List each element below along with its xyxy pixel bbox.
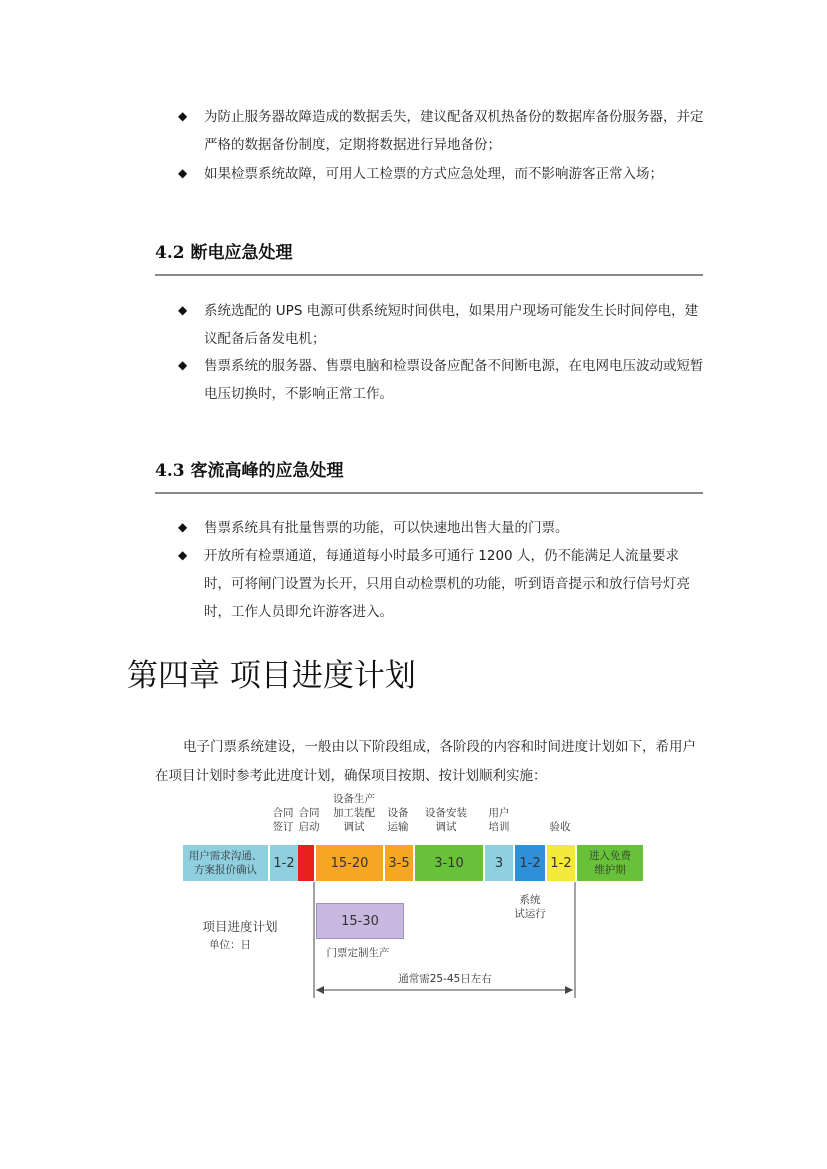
- section-heading: 4.2 断电应急处理: [155, 243, 293, 263]
- timeline-segment: 3-10: [415, 845, 483, 881]
- phase-label: 设备生产 加工装配 调试: [333, 793, 375, 833]
- chapter-title: 第四章 项目进度计划: [127, 658, 416, 694]
- bullet-text: 售票系统的服务器、售票电脑和检票设备应配备不间断电源，在电网电压波动或短暂电压切换时，不影响正常工作。: [204, 358, 704, 402]
- bullet-icon: ◆: [178, 358, 188, 372]
- phase-label: 验收: [549, 821, 571, 833]
- plan-unit: 单位：日: [209, 939, 251, 951]
- timeline-segment: 15-20: [316, 845, 383, 881]
- timeline-segment: 3: [485, 845, 513, 881]
- timeline-segment: 1-2: [270, 845, 298, 881]
- timeline-segment: 用户需求沟通、 方案报价确认: [183, 845, 268, 881]
- chapter-intro: 电子门票系统建设，一般由以下阶段组成，各阶段的内容和时间进度计划如下，希用户在项目计划时参考此进度计划，确保项目按期、按计划顺利实施：: [155, 739, 696, 784]
- timeline-guides: [300, 880, 590, 1000]
- timeline-segment: 进入免费 维护期: [577, 845, 643, 881]
- timeline-segment: 1-2: [515, 845, 545, 881]
- bullet-icon: ◆: [178, 303, 188, 317]
- phase-label: 合同 启动: [298, 807, 320, 833]
- bullet-text: 开放所有检票通道，每通道每小时最多可通行 1200 人，仍不能满足人流量要求时，可将闸门设置为长开，只用自动检票机的功能，听到语音提示和放行信号灯亮时，工作人员即允许游客进入。: [204, 548, 690, 620]
- bullet-icon: ◆: [178, 109, 188, 123]
- bullet-icon: ◆: [178, 520, 188, 534]
- bullet-text: 售票系统具有批量售票的功能，可以快速地出售大量的门票。: [204, 520, 569, 536]
- phase-label: 合同 签订: [272, 807, 294, 833]
- trial-label: 系统 试运行: [514, 894, 546, 920]
- bullet-text: 如果检票系统故障，可用人工检票的方式应急处理，而不影响游客正常入场；: [204, 166, 663, 182]
- section-heading: 4.3 客流高峰的应急处理: [155, 461, 344, 481]
- phase-label: 设备 运输: [387, 807, 409, 833]
- sub-bar-caption: 门票定制生产: [326, 947, 390, 959]
- bullet-text: 为防止服务器故障造成的数据丢失，建议配备双机热备份的数据库备份服务器，并定严格的数据备份制度，定期将数据进行异地备份；: [204, 109, 704, 153]
- sub-bar: 15-30: [316, 903, 404, 939]
- phase-label: 用户 培训: [488, 807, 510, 833]
- section-divider: [155, 492, 703, 494]
- bullet-icon: ◆: [178, 548, 188, 562]
- phase-label: 设备安装 调试: [425, 807, 467, 833]
- bullet-icon: ◆: [178, 166, 188, 180]
- timeline-segment: 1-2: [547, 845, 575, 881]
- section-divider: [155, 274, 703, 276]
- bullet-text: 系统选配的 UPS 电源可供系统短时间供电，如果用户现场可能发生长时间停电，建议配备后备发电机；: [204, 303, 699, 347]
- timeline-segment: [298, 845, 314, 881]
- timeline-segment: 3-5: [385, 845, 413, 881]
- plan-title: 项目进度计划: [202, 919, 278, 934]
- total-duration-label: 通常需25-45日左右: [398, 973, 492, 985]
